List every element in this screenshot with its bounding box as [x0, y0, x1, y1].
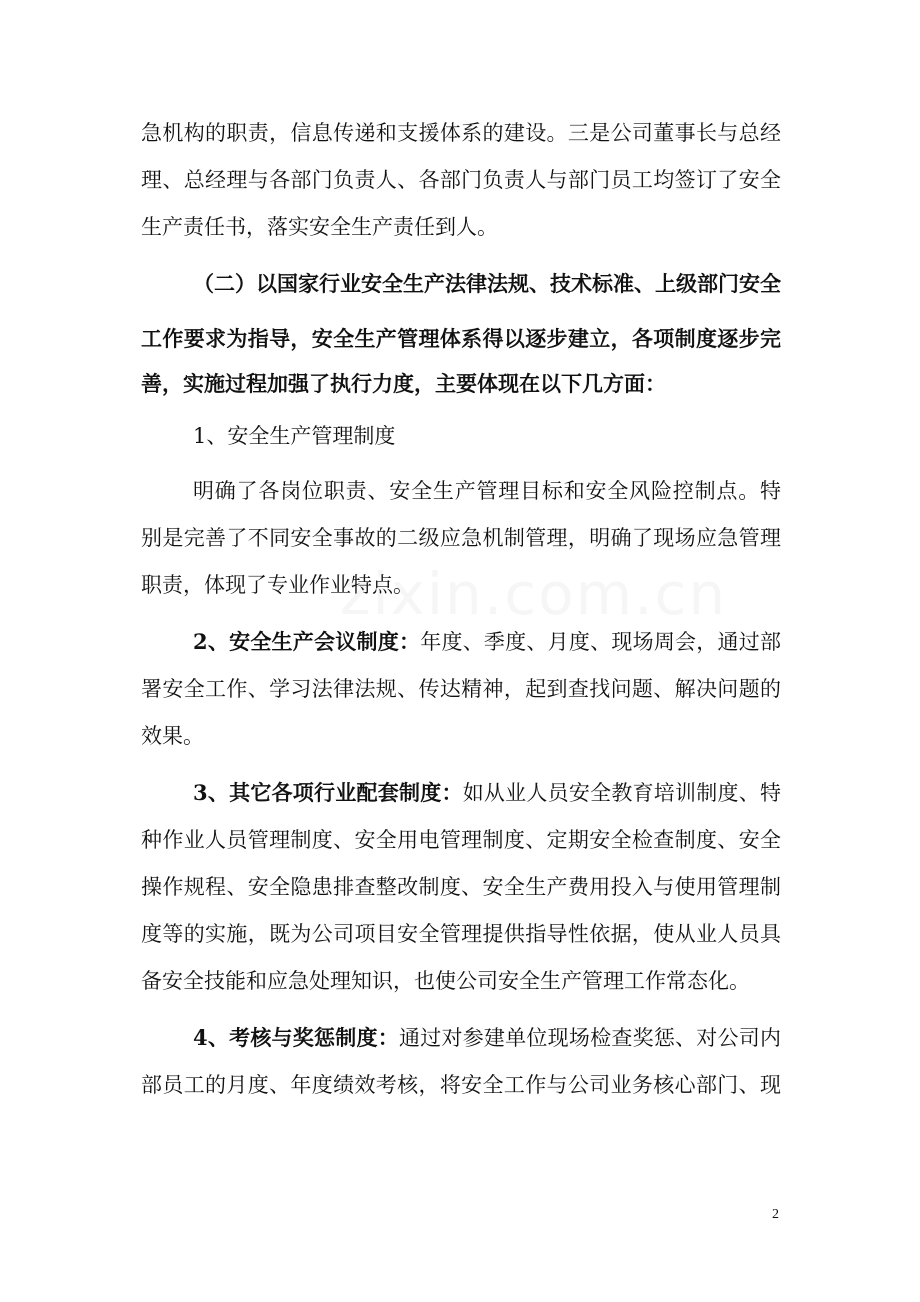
body-line: 种作业人员管理制度、安全用电管理制度、定期安全检查制度、安全: [141, 828, 781, 852]
section-heading-line: 工作要求为指导，安全生产管理体系得以逐步建立，各项制度逐步完: [141, 326, 781, 351]
body-line: 2、安全生产会议制度：年度、季度、月度、现场周会，通过部: [193, 629, 781, 654]
body-line: 别是完善了不同安全事故的二级应急机制管理，明确了现场应急管理: [141, 526, 781, 550]
body-line: 部员工的月度、年度绩效考核，将安全工作与公司业务核心部门、现: [141, 1073, 781, 1097]
body-line: 职责，体现了专业作业特点。: [141, 573, 414, 597]
item-heading: 3、其它各项行业配套制度：: [193, 780, 463, 805]
body-line: 明确了各岗位职责、安全生产管理目标和安全风险控制点。特: [193, 479, 781, 503]
body-line: 操作规程、安全隐患排查整改制度、安全生产费用投入与使用管理制: [141, 875, 781, 899]
body-line: 3、其它各项行业配套制度：如从业人员安全教育培训制度、特: [193, 780, 781, 805]
body-line: 度等的实施，既为公司项目安全管理提供指导性依据，使从业人员具: [141, 922, 781, 946]
watermark: zixin.com.cn: [340, 560, 728, 628]
subsection-heading: 1、安全生产管理制度: [193, 424, 396, 448]
body-line: 4、考核与奖惩制度：通过对参建单位现场检查奖惩、对公司内: [193, 1025, 781, 1050]
body-line: 备安全技能和应急处理知识，也使公司安全生产管理工作常态化。: [141, 969, 750, 993]
item-heading: 4、考核与奖惩制度：: [193, 1025, 399, 1050]
body-line: 生产责任书，落实安全生产责任到人。: [141, 215, 498, 239]
body-line: 急机构的职责，信息传递和支援体系的建设。三是公司董事长与总经: [141, 121, 781, 145]
item-heading: 2、安全生产会议制度：: [193, 629, 421, 654]
page-number: 2: [772, 1207, 779, 1222]
section-heading-line: 善，实施过程加强了执行力度，主要体现在以下几方面：: [141, 371, 666, 396]
body-line: 署安全工作、学习法律法规、传达精神，起到查找问题、解决问题的: [141, 677, 781, 701]
body-line: 理、总经理与各部门负责人、各部门负责人与部门员工均签订了安全: [141, 168, 781, 192]
body-line: 效果。: [141, 724, 204, 748]
section-heading-line: （二）以国家行业安全生产法律法规、技术标准、上级部门安全: [193, 271, 781, 296]
